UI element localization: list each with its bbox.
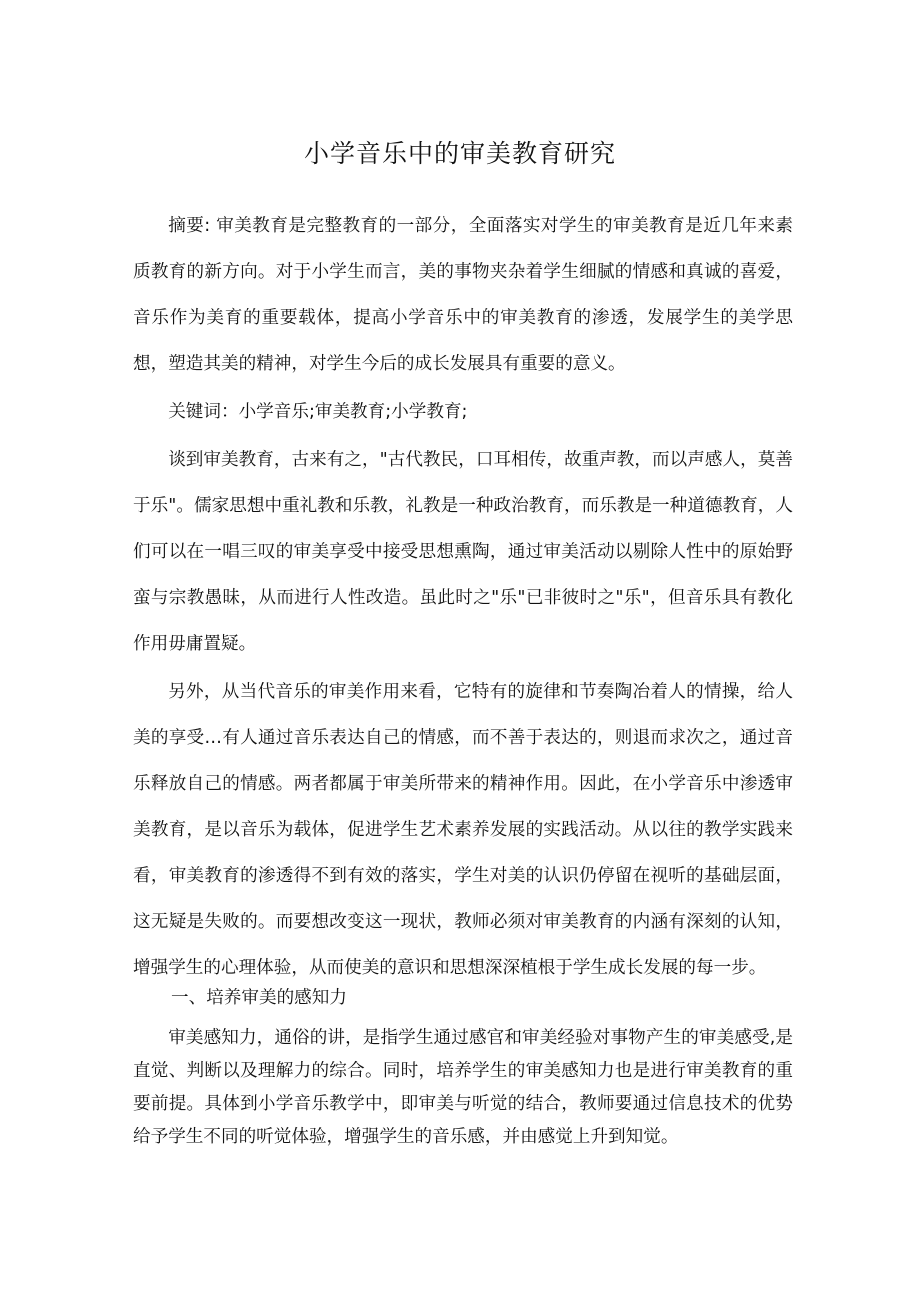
body-paragraph: 谈到审美教育，古来有之，"古代教民，口耳相传，故重声教，而以声感人，莫善于乐"。儒家思想中重礼教和乐教，礼教是一种政治教育，而乐教是一种道德教育，人们可以在一唱三叹的审美享受中接受思想熏陶，通过审美活动以剔除人性中的原始野蛮与宗教愚昧，从而进行人性改造。虽此时之"乐"已非彼时之"乐"，但音乐具有教化作用毋庸置疑。 — [133, 450, 793, 654]
section-heading: 一、培养审美的感知力 — [171, 988, 347, 1008]
section-body — [133, 1022, 793, 1154]
section-paragraph: 审美感知力，通俗的讲，是指学生通过感官和审美经验对事物产生的审美感受,是直觉、判断以及理解力的综合。同时，培养学生的审美感知力也是进行审美教育的重要前提。具体到小学音乐教学中，即审美与听觉的结合，教师要通过信息技术的优势给予学生不同的听觉体验，增强学生的音乐感，并由感觉上升到知觉。 — [133, 1028, 793, 1147]
body-paragraph: 另外，从当代音乐的审美作用来看，它特有的旋律和节奏陶冶着人的情操，给人美的享受…有人通过音乐表达自己的情感，而不善于表达的，则退而求次之，通过音乐释放自己的情感。两者都属于审美所带来的精神作用。因此，在小学音乐中渗透审美教育，是以音乐为载体，促进学生艺术素养发展的实践活动。从以往的教学实践来看，审美教育的渗透得不到有效的落实，学生对美的认识仍停留在视听的基础层面，这无疑是失败的。而要想改变这一现状，教师必须对审美教育的内涵有深刻的认知，增强学生的心理体验，从而使美的意识和思想深深植根于学生成长发展的每一步。 — [133, 682, 793, 978]
keywords-line: 关键词：小学音乐;审美教育;小学教育; — [168, 402, 468, 422]
abstract-paragraph: 摘要: 审美教育是完整教育的一部分，全面落实对学生的审美教育是近几年来素质教育的新方向。对于小学生而言，美的事物夹杂着学生细腻的情感和真诚的喜爱，音乐作为美育的重要载体，提高小学音乐中的审美教育的渗透，发展学生的美学思想，塑造其美的精神，对学生今后的成长发展具有重要的意义。 — [133, 216, 793, 374]
document-title: 小学音乐中的审美教育研究 — [303, 139, 616, 168]
document-body — [133, 203, 793, 991]
